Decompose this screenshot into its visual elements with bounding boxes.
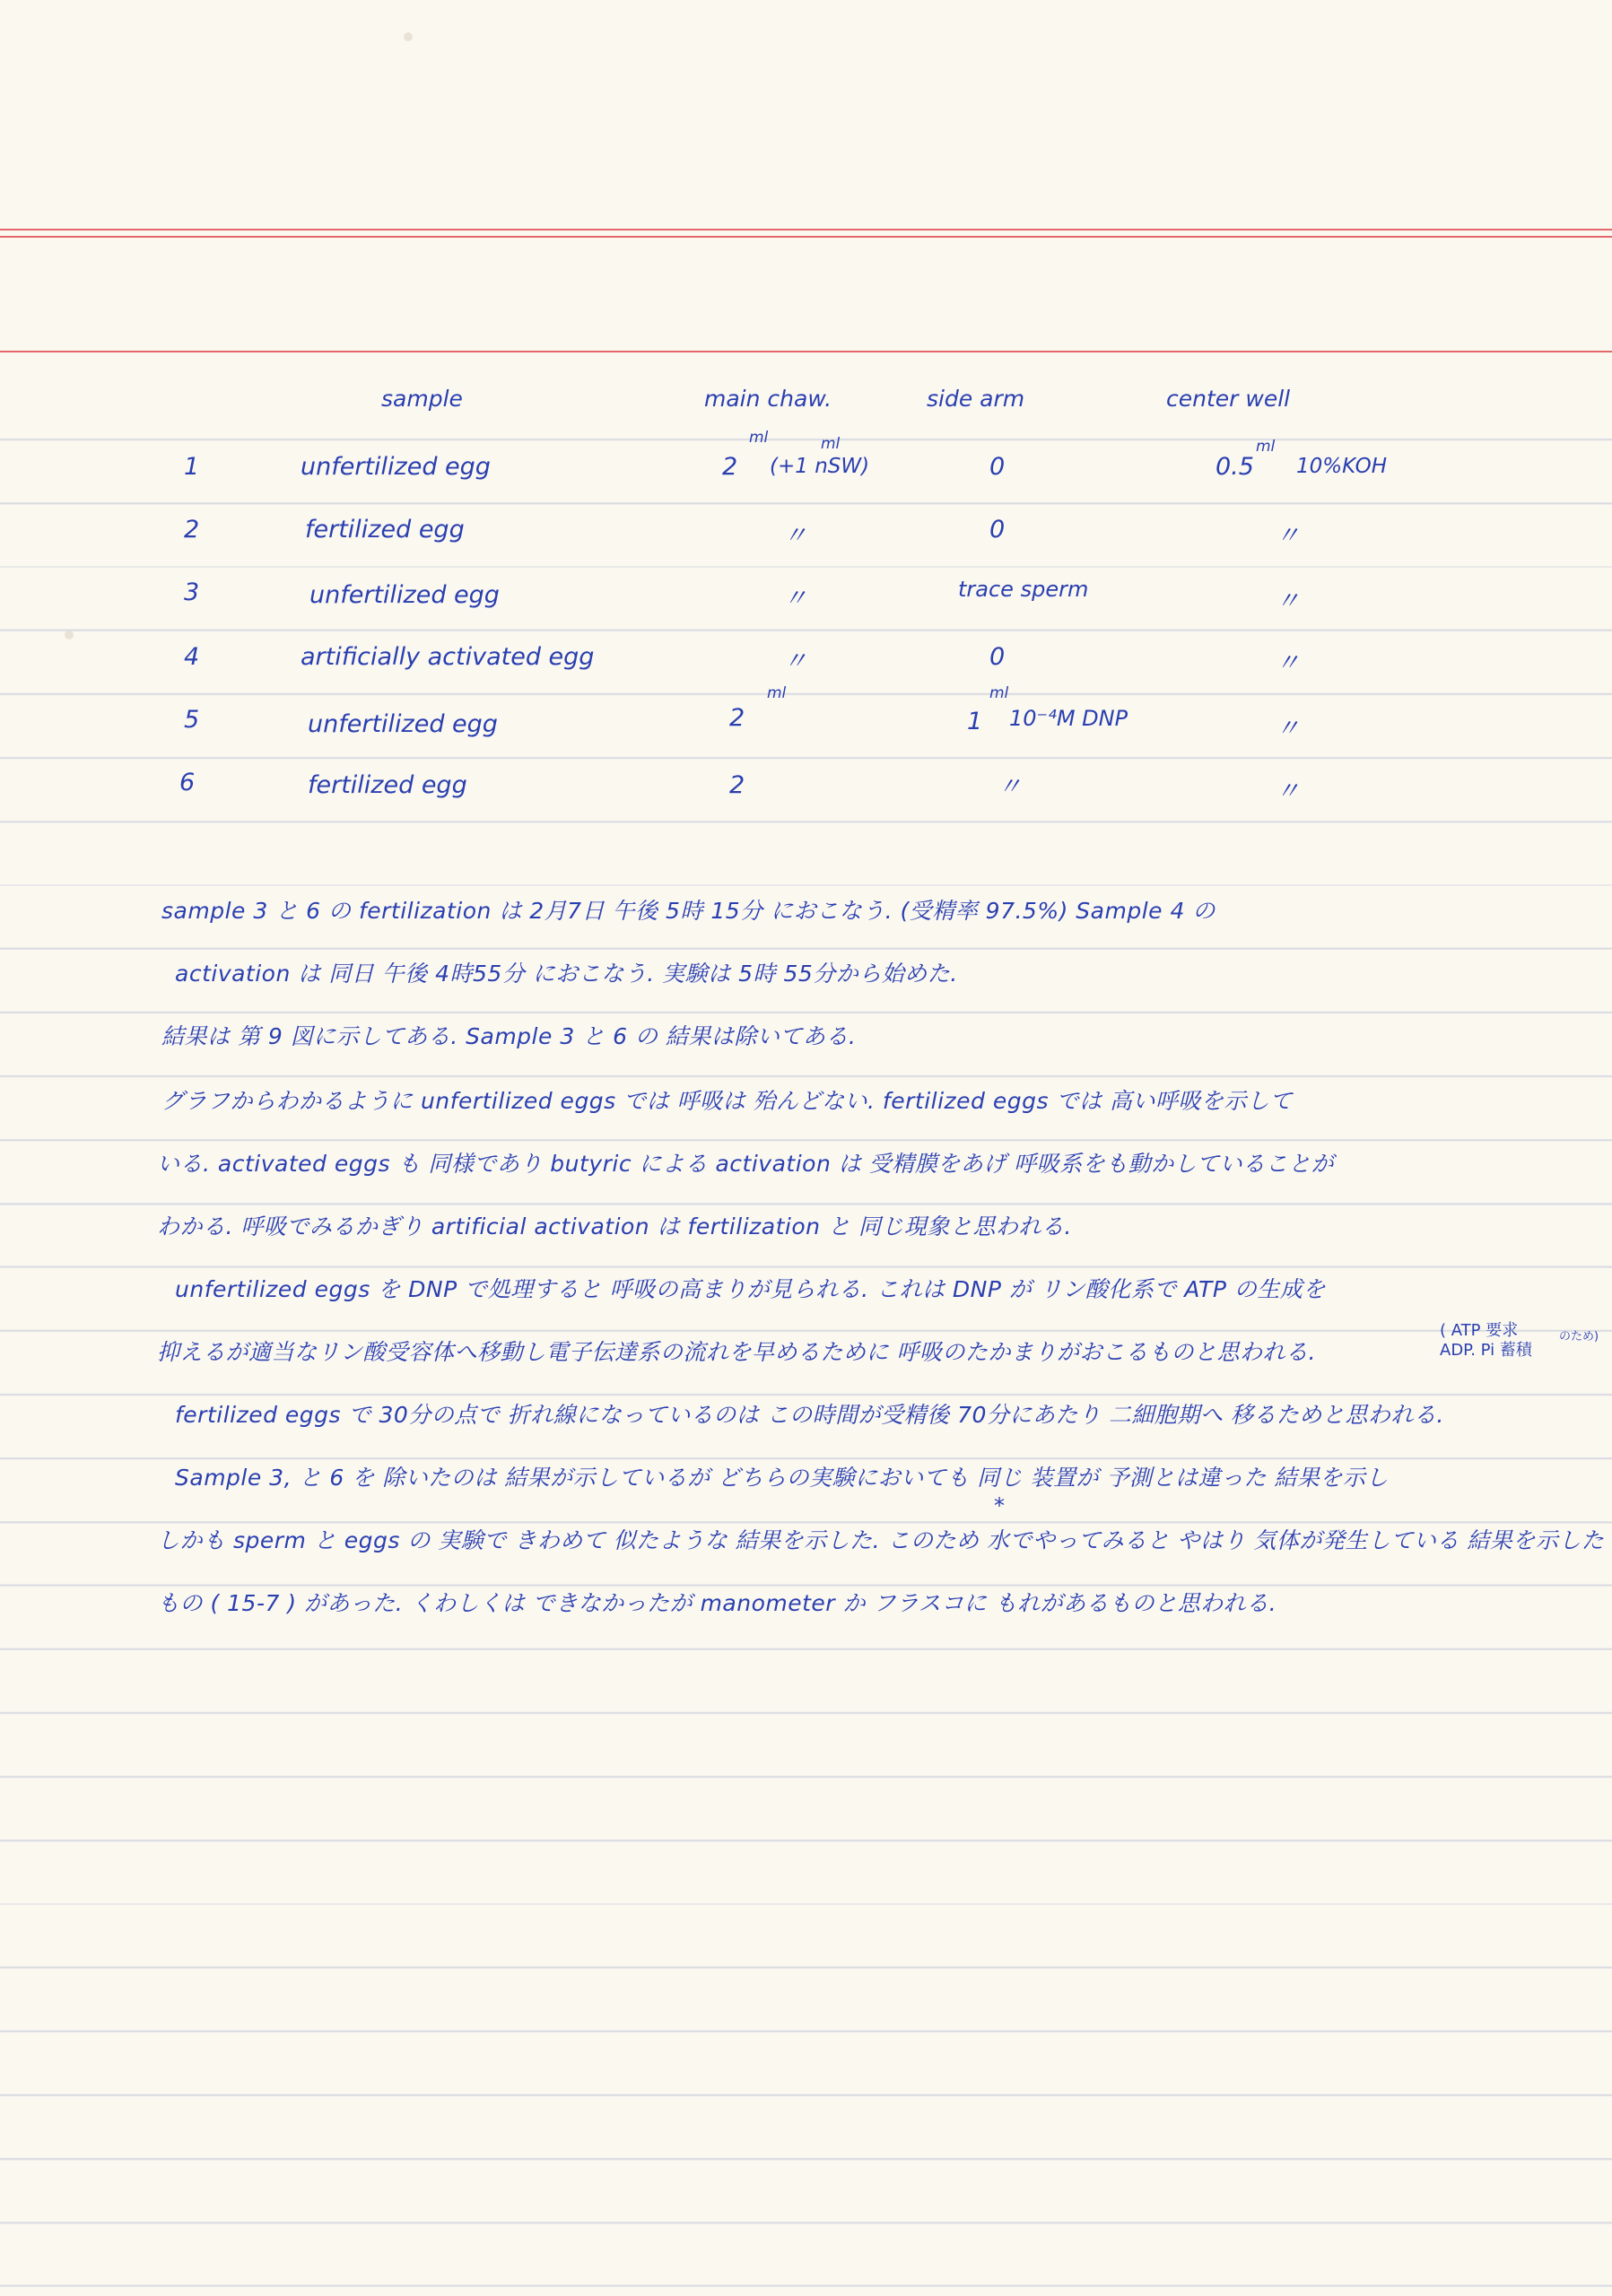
body-line-9: fertilized eggs で 30分の点で 折れ線になっているのは この時間が受精後 70分にあたり 二細胞期へ 移るためと思われる. bbox=[175, 1402, 1444, 1428]
unit-ml: ml bbox=[821, 435, 841, 453]
row-center: 〃 bbox=[1276, 649, 1300, 677]
header-side-arm: side arm bbox=[927, 386, 1025, 412]
row-number: 1 bbox=[184, 453, 200, 481]
row-number: 6 bbox=[179, 769, 196, 796]
row-sample: artificially activated egg bbox=[301, 643, 595, 671]
row-side: trace sperm bbox=[958, 577, 1089, 602]
red-rule-bottom bbox=[0, 351, 1612, 352]
header-sample: sample bbox=[381, 386, 463, 412]
row-main: 2 bbox=[729, 771, 745, 799]
row-center-extra: 10%KOH bbox=[1296, 455, 1387, 478]
row-main-extra: (+1 nSW) bbox=[770, 455, 870, 478]
margin-note-tail: のため) bbox=[1559, 1330, 1599, 1344]
unit-ml: ml bbox=[767, 684, 787, 702]
margin-note-2: ADP. Pi 蓄積 bbox=[1440, 1341, 1532, 1360]
body-line-6: わかる. 呼吸でみるかぎり artificial activation は fertilization と 同じ現象と思われる. bbox=[157, 1213, 1072, 1239]
body-line-2: activation は 同日 午後 4時55分 におこなう. 実験は 5時 55分から始めた. bbox=[175, 961, 958, 987]
body-line-12: もの ( 15-7 ) があった. くわしくは できなかったが manometer か フラスコに もれがあるものと思われる. bbox=[157, 1590, 1277, 1616]
row-center: 0.5 bbox=[1216, 453, 1254, 481]
row-number: 3 bbox=[184, 578, 200, 606]
body-line-3: 結果は 第 9 図に示してある. Sample 3 と 6 の 結果は除いてある. bbox=[161, 1023, 857, 1049]
row-center: 〃 bbox=[1276, 715, 1300, 743]
row-sample: unfertilized egg bbox=[309, 581, 500, 609]
row-sample: unfertilized egg bbox=[301, 453, 491, 481]
row-sample: fertilized egg bbox=[308, 771, 467, 799]
row-side: 0 bbox=[989, 643, 1006, 671]
body-line-10: Sample 3, と 6 を 除いたのは 結果が示しているが どちらの実験においても 同じ 装置が 予測とは違った 結果を示し bbox=[175, 1465, 1389, 1491]
row-center: 〃 bbox=[1276, 587, 1300, 615]
row-number: 5 bbox=[184, 706, 200, 734]
asterisk-mark: * bbox=[994, 1493, 1005, 1518]
unit-ml: ml bbox=[749, 429, 769, 447]
paper-speck bbox=[404, 32, 413, 41]
row-side: 0 bbox=[989, 453, 1006, 481]
row-main: 〃 bbox=[783, 585, 807, 613]
body-line-1: sample 3 と 6 の fertilization は 2月7日 午後 5時 15分 におこなう. (受精率 97.5%) Sample 4 の bbox=[161, 898, 1216, 924]
row-number: 4 bbox=[184, 643, 200, 671]
body-line-8: 抑えるが適当なリン酸受容体へ移動し電子伝達系の流れを早めるために 呼吸のたかまりがおこるものと思われる. bbox=[157, 1339, 1316, 1365]
row-sample: unfertilized egg bbox=[308, 710, 498, 738]
unit-ml: ml bbox=[1256, 438, 1276, 456]
row-main: 〃 bbox=[783, 648, 807, 675]
red-rule-top-2 bbox=[0, 236, 1612, 238]
row-center: 〃 bbox=[1276, 778, 1300, 805]
body-line-11: しかも sperm と eggs の 実験で きわめて 似たような 結果を示した. このため 水でやってみると やはり 気体が発生している 結果を示した bbox=[157, 1527, 1605, 1553]
row-center: 〃 bbox=[1276, 522, 1300, 550]
body-line-5: いる. activated eggs も 同様であり butyric による activation は 受精膜をあげ 呼吸系をも動かしていることが bbox=[157, 1151, 1335, 1177]
row-number: 2 bbox=[184, 516, 200, 544]
header-center-well: center well bbox=[1166, 386, 1291, 412]
red-rule-top-1 bbox=[0, 229, 1612, 230]
row-main: 2 bbox=[729, 704, 745, 732]
header-main-chamber: main chaw. bbox=[704, 386, 832, 412]
row-sample: fertilized egg bbox=[305, 516, 465, 544]
row-side: 0 bbox=[989, 516, 1006, 544]
row-main: 2 bbox=[722, 453, 738, 481]
paper-speck bbox=[65, 631, 74, 639]
row-side: 〃 bbox=[998, 773, 1022, 801]
row-side: 1 bbox=[967, 708, 983, 735]
row-side-extra: 10⁻⁴M DNP bbox=[1009, 706, 1128, 731]
row-main: 〃 bbox=[783, 522, 807, 550]
body-line-4: グラフからわかるように unfertilized eggs では 呼吸は 殆んどない. fertilized eggs では 高い呼吸を示して bbox=[161, 1088, 1293, 1114]
body-line-7: unfertilized eggs を DNP で処理すると 呼吸の高まりが見られる. これは DNP が リン酸化系で ATP の生成を bbox=[175, 1276, 1326, 1302]
margin-note-1: ( ATP 要求 bbox=[1440, 1321, 1519, 1340]
unit-ml: ml bbox=[989, 684, 1009, 702]
